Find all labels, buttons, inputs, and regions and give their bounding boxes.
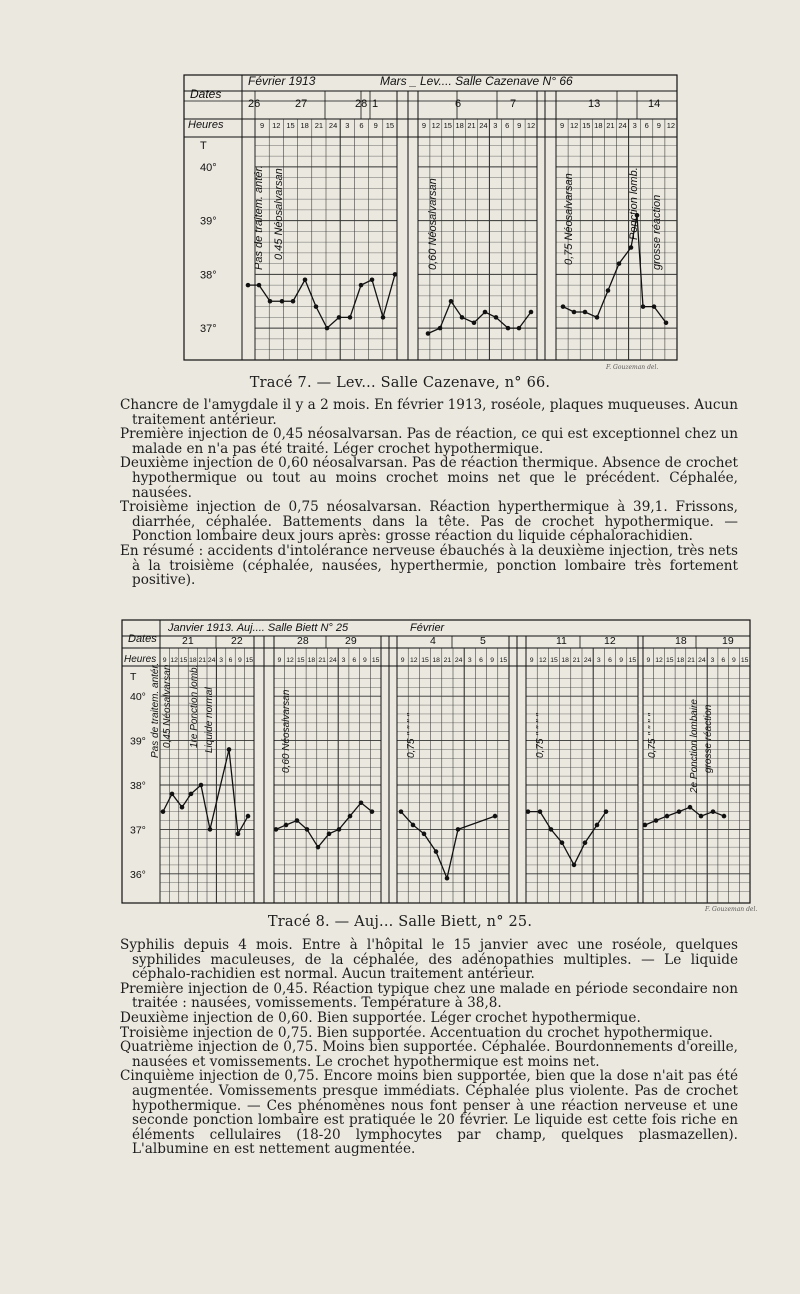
hour-label: 6 <box>359 121 364 130</box>
data-point <box>284 823 289 828</box>
annotation-5: 0,60 Néosalvarsan <box>281 689 292 773</box>
data-point <box>348 814 353 819</box>
hour-label: 12 <box>272 121 281 130</box>
data-point <box>295 818 300 823</box>
hour-label: 3 <box>710 657 715 664</box>
hour-label: 18 <box>455 121 464 130</box>
hour-label: 18 <box>561 657 569 664</box>
hours-label: Heures <box>124 654 157 665</box>
annotation-6: 0,75 " " " " <box>406 713 417 758</box>
data-point <box>606 288 611 293</box>
temp-label: T <box>200 140 207 152</box>
day-label: 14 <box>648 98 661 110</box>
hour-label: 12 <box>666 121 676 130</box>
hour-label: 9 <box>277 657 282 664</box>
hour-label: 18 <box>189 657 197 664</box>
hour-label: 24 <box>328 121 338 130</box>
data-point <box>572 310 577 315</box>
temp-label: 37° <box>130 824 146 837</box>
hour-label: 15 <box>179 657 188 664</box>
data-point <box>617 261 622 266</box>
hour-label: 12 <box>539 657 547 664</box>
hour-label: 3 <box>632 121 637 130</box>
hour-label: 12 <box>170 657 178 664</box>
hour-label: 12 <box>655 657 663 664</box>
hour-label: 12 <box>431 121 441 130</box>
hour-label: 9 <box>421 121 427 130</box>
data-point <box>434 849 439 854</box>
hour-label: 6 <box>479 657 483 664</box>
hour-label: 6 <box>721 657 726 664</box>
hour-label: 12 <box>286 657 294 664</box>
data-point <box>595 823 600 828</box>
data-point <box>422 832 427 837</box>
hour-label: 9 <box>373 121 378 130</box>
day-label: 4 <box>430 635 436 647</box>
data-point <box>370 809 375 814</box>
data-point <box>517 326 522 331</box>
data-point <box>549 827 554 832</box>
temperature-chart-1 <box>0 70 800 370</box>
hour-label: 3 <box>345 121 350 130</box>
hour-label: 15 <box>550 657 558 664</box>
data-point <box>529 310 534 315</box>
chart1-caption: Tracé 7. — Lev... Salle Cazenave, n° 66. <box>249 375 551 391</box>
data-point <box>274 827 279 832</box>
text1-paragraph: Troisième injection de 0,75 néosalvarsan. Réaction hyperthermique à 39,1. Frissons, diarrhée, céphalée. Battements dans la tête. Pas de crochet hypothermique. — Ponction lombaire deux jours après: grosse réaction du liquide céphalorachidien. <box>120 499 738 545</box>
hour-label: 21 <box>198 657 207 664</box>
hour-label: 24 <box>454 657 463 664</box>
data-point <box>483 310 488 315</box>
data-point <box>572 863 577 868</box>
data-point <box>456 827 461 832</box>
data-point <box>493 814 498 819</box>
data-point <box>711 809 716 814</box>
temperature-chart-2 <box>0 618 800 908</box>
hour-label: 3 <box>596 657 601 664</box>
text1-paragraph: En résumé : accidents d'intolérance nerveuse ébauchés à la deuxième injection, très nets à la troisième (céphalée, nausées, hyperthermie, ponction lombaire très fortement positive). <box>120 542 738 589</box>
temp-label: 37° <box>200 323 217 336</box>
data-point <box>604 809 609 814</box>
data-point <box>370 277 375 282</box>
series-line <box>401 812 495 879</box>
data-point <box>561 304 566 309</box>
day-label: 7 <box>510 98 517 110</box>
data-point <box>688 805 693 810</box>
hour-label: 24 <box>479 121 488 130</box>
hour-label: 6 <box>352 657 357 664</box>
text2-paragraph: Quatrième injection de 0,75. Moins bien supportée. Céphalée. Bourdonnements d'oreille, nausées et vomissements. Le crochet hypothermique est moins net. <box>120 1039 738 1070</box>
annotation-1: Pas de traitem. antér. <box>150 662 161 758</box>
data-point <box>257 283 262 288</box>
data-point <box>314 304 319 309</box>
hour-label: 21 <box>687 657 695 664</box>
data-point <box>291 299 296 304</box>
hour-label: 9 <box>517 121 522 130</box>
data-point <box>560 840 565 845</box>
day-label: 28 <box>297 635 309 647</box>
hour-label: 18 <box>300 121 309 130</box>
hour-label: 15 <box>628 657 637 664</box>
series-line <box>276 803 372 847</box>
text1-paragraph: Deuxième injection de 0,60 néosalvarsan. Pas de réaction thermique. Absence de crochet hypothermique ou tout au moins crochet moins net que le précédent. Céphalée, nausées. <box>120 455 738 501</box>
data-point <box>472 320 477 325</box>
temp-label: 38° <box>130 780 146 792</box>
day-label: 18 <box>675 635 687 647</box>
data-point <box>227 747 232 752</box>
hour-label: 24 <box>698 657 706 664</box>
hour-label: 3 <box>467 657 472 664</box>
hour-label: 9 <box>162 657 167 664</box>
temp-label: 40° <box>130 691 146 704</box>
day-label: 6 <box>455 98 462 110</box>
data-point <box>652 304 657 309</box>
text2-paragraph: Troisième injection de 0,75. Bien supportée. Accentuation du crochet hypothermique. <box>120 1024 713 1041</box>
data-point <box>445 876 450 881</box>
hour-label: 21 <box>314 121 324 130</box>
hour-label: 21 <box>318 657 326 664</box>
hour-label: 15 <box>499 657 508 664</box>
data-point <box>327 832 332 837</box>
annotation-4: 0,75 Néosalvarsan <box>563 173 575 265</box>
data-point <box>393 272 398 277</box>
hour-label: 9 <box>529 657 534 664</box>
day-label: 5 <box>480 635 486 647</box>
hour-label: 9 <box>260 121 265 130</box>
hour-label: 24 <box>583 657 592 664</box>
data-point <box>359 800 364 805</box>
hour-label: 21 <box>606 121 615 130</box>
hour-label: 15 <box>286 121 295 130</box>
hour-label: 21 <box>467 121 476 130</box>
hour-label: 21 <box>443 657 452 664</box>
hour-label: 15 <box>385 121 395 130</box>
data-point <box>161 809 166 814</box>
hour-label: 15 <box>371 657 380 664</box>
data-point <box>246 283 251 288</box>
annotation-3: 1re Ponction lomb. <box>189 664 200 748</box>
temp-label: 39° <box>130 735 146 748</box>
hour-label: 9 <box>490 657 495 664</box>
hour-label: 18 <box>307 657 316 664</box>
chart2-caption: Tracé 8. — Auj... Salle Biett, n° 25. <box>267 914 533 930</box>
annotation-7: 0,75 " " " " <box>535 713 546 758</box>
data-point <box>337 315 342 320</box>
data-point <box>199 783 204 788</box>
annotation-2: 0,45 Néosalvarsan <box>273 168 285 260</box>
data-point <box>426 331 431 336</box>
data-point <box>583 310 588 315</box>
hour-label: 15 <box>665 657 674 664</box>
hour-label: 24 <box>618 121 627 130</box>
data-point <box>538 809 543 814</box>
day-label: 1 <box>372 98 379 110</box>
hour-label: 9 <box>238 657 242 664</box>
data-point <box>268 299 273 304</box>
hour-label: 15 <box>443 121 452 130</box>
day-label: 13 <box>588 98 601 110</box>
hour-label: 15 <box>245 657 254 664</box>
hours-label: Heures <box>188 119 224 131</box>
hour-label: 9 <box>400 657 405 664</box>
hour-label: 21 <box>572 657 581 664</box>
data-point <box>280 299 285 304</box>
hour-label: 6 <box>608 657 612 664</box>
text1-paragraph: Première injection de 0,45 néosalvarsan. Pas de réaction, ce qui est exceptionnel chez un malade en n'a pas été traité. Léger crochet hypothermique. <box>120 426 738 457</box>
data-point <box>664 320 669 325</box>
data-point <box>641 304 646 309</box>
annotation-5: Ponction lomb. <box>628 167 640 240</box>
chart2-title: Janvier 1913. Auj.... Salle Biett N° 25 <box>168 622 349 634</box>
hour-label: 18 <box>676 657 685 664</box>
data-point <box>629 245 634 250</box>
hour-label: 15 <box>296 657 305 664</box>
hour-label: 9 <box>619 657 624 664</box>
data-point <box>494 315 499 320</box>
data-point <box>180 805 185 810</box>
hour-label: 18 <box>432 657 440 664</box>
chart1-subtitle: Mars _ Lev.... Salle Cazenave N° 66 <box>380 74 573 88</box>
data-point <box>325 326 330 331</box>
hour-label: 12 <box>410 657 418 664</box>
day-label: 29 <box>345 635 357 647</box>
day-label: 26 <box>248 98 261 110</box>
chart2-subtitle: Février <box>410 622 445 634</box>
hour-label: 9 <box>732 657 736 664</box>
data-point <box>526 809 531 814</box>
chart2-description <box>120 938 738 1157</box>
hour-label: 12 <box>526 121 536 130</box>
data-point <box>665 814 670 819</box>
text1-paragraph: Chancre de l'amygdale il y a 2 mois. En février 1913, roséole, plaques muqueuses. Aucun traitement antérieur. <box>120 397 738 428</box>
hour-label: 6 <box>228 657 233 664</box>
data-point <box>170 792 175 797</box>
day-label: 22 <box>231 635 243 647</box>
hour-label: 9 <box>559 121 565 130</box>
hour-label: 9 <box>363 657 367 664</box>
chart1-signature: F. Gouzeman del. <box>606 364 659 371</box>
data-point <box>411 823 416 828</box>
chart1-title: Février 1913 <box>248 74 316 88</box>
dates-label: Dates <box>190 87 222 101</box>
chart1-description <box>120 398 738 588</box>
day-label: 27 <box>295 98 308 110</box>
chart2-signature: F. Gouzeman del. <box>705 906 758 913</box>
chart2-labels <box>124 622 749 881</box>
hour-label: 6 <box>644 121 649 130</box>
data-point <box>438 326 443 331</box>
data-point <box>399 809 404 814</box>
data-point <box>643 823 648 828</box>
data-point <box>337 827 342 832</box>
day-label: 28 <box>355 98 368 110</box>
data-point <box>677 809 682 814</box>
annotation-9: 2e Ponction lombaire <box>689 699 700 793</box>
data-point <box>246 814 251 819</box>
annotation-8: 0,75 " " " " <box>647 713 658 758</box>
data-point <box>316 845 321 850</box>
data-point <box>654 818 659 823</box>
hour-label: 9 <box>646 657 651 664</box>
hour-label: 15 <box>421 657 429 664</box>
hour-label: 15 <box>582 121 591 130</box>
hour-label: 9 <box>656 121 661 130</box>
data-point <box>359 283 364 288</box>
hour-label: 3 <box>493 121 498 130</box>
dates-label: Dates <box>128 633 157 645</box>
annotation-2: 0,45 Néosalvarsan <box>162 664 173 748</box>
hour-label: 3 <box>219 657 223 664</box>
day-label: 21 <box>182 635 194 647</box>
temp-label: T <box>130 671 137 683</box>
data-point <box>303 277 308 282</box>
data-point <box>189 792 194 797</box>
data-point <box>595 315 600 320</box>
annotation-3: 0,60 Néosalvarsan <box>427 178 439 270</box>
text2-paragraph: Syphilis depuis 4 mois. Entre à l'hôpital le 15 janvier avec une roséole, quelques syphilides maculeuses, de la céphalée, des adénopathies multiples. — Le liquide céphalo-rachidien est normal. Aucun traitement antérieur. <box>120 937 738 983</box>
hour-label: 24 <box>207 657 216 664</box>
temp-label: 40° <box>200 161 217 174</box>
hour-label: 6 <box>505 121 510 130</box>
data-point <box>381 315 386 320</box>
text2-paragraph: Deuxième injection de 0,60. Bien supportée. Léger crochet hypothermique. <box>120 1009 641 1026</box>
data-point <box>583 840 588 845</box>
data-point <box>236 832 241 837</box>
hour-label: 15 <box>740 657 749 664</box>
annotation-1: Pas de traitem. antér. <box>253 165 265 270</box>
data-point <box>208 827 213 832</box>
text2-paragraph: Première injection de 0,45. Réaction typique chez une malade en période secondaire non traitée : nausées, vomissements. Température à 38,8. <box>120 980 738 1012</box>
data-point <box>722 814 727 819</box>
data-point <box>348 315 353 320</box>
hour-label: 3 <box>341 657 346 664</box>
hour-label: 24 <box>329 657 337 664</box>
temp-label: 38° <box>200 269 217 282</box>
day-label: 11 <box>556 635 567 647</box>
annotation-6: grosse réaction <box>651 194 663 270</box>
hour-label: 18 <box>594 121 603 130</box>
temp-label: 36° <box>130 868 146 881</box>
data-point <box>506 326 511 331</box>
data-point <box>449 299 454 304</box>
day-label: 12 <box>604 635 616 647</box>
data-point <box>699 814 704 819</box>
day-label: 19 <box>722 635 734 647</box>
temp-label: 39° <box>200 215 217 228</box>
data-point <box>460 315 465 320</box>
annotation-4: Liquide normal <box>204 687 215 753</box>
data-point <box>305 827 310 832</box>
annotation-10: grosse réaction <box>703 704 714 773</box>
hour-label: 12 <box>569 121 579 130</box>
text2-paragraph: Cinquième injection de 0,75. Encore moins bien supportée, bien que la dose n'ait pas été augmentée. Vomissements presque immédiats. Céphalée plus violente. Pas de crochet hypothermique. — Ces phénomènes nous font penser à une réaction nerveuse et une seconde ponction lombaire est pratiquée le 20 février. Le liquide est cette fois riche en éléments cellulaires (18-20 lymphocytes par champ, quelques plasmazellen). L'albumine en est nettement augmentée. <box>120 1068 738 1158</box>
